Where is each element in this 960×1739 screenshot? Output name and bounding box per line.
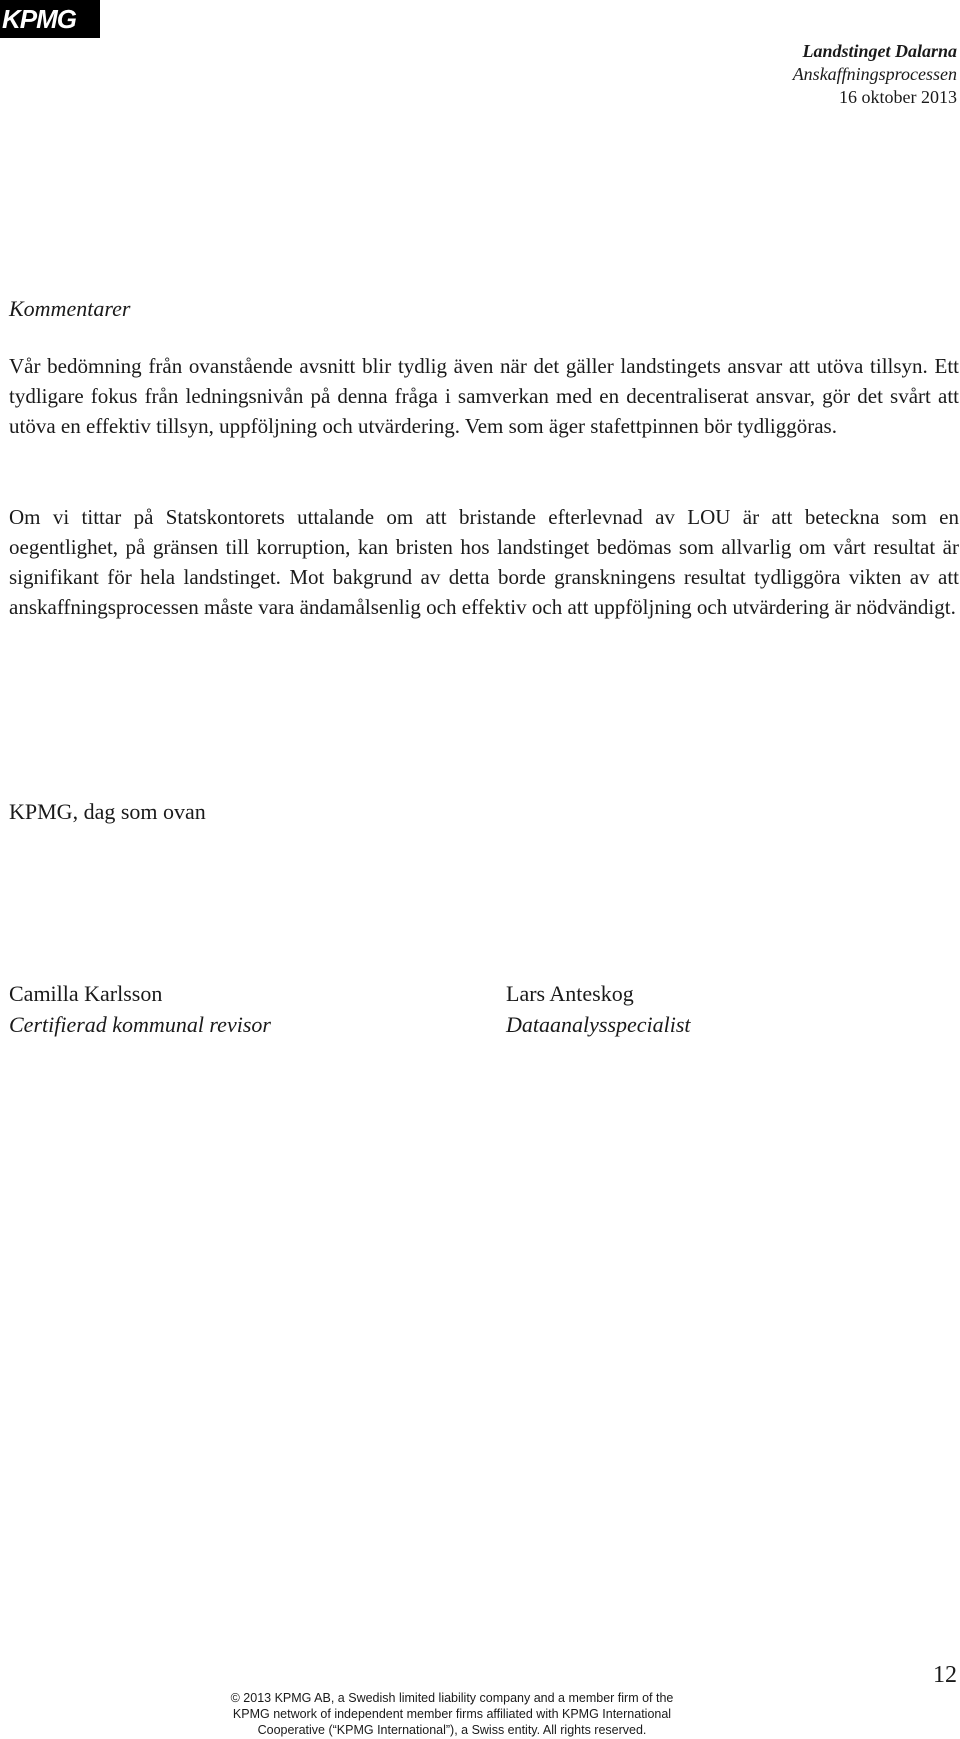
signature-intro: KPMG, dag som ovan	[9, 799, 206, 824]
document-header	[793, 40, 957, 109]
footer-line: © 2013 KPMG AB, a Swedish limited liability company and a member firm of the	[230, 1691, 674, 1705]
section-heading: Kommentarer	[9, 296, 131, 321]
footer-line: Cooperative (“KPMG International”), a Swiss entity. All rights reserved.	[257, 1723, 647, 1737]
header-project: Anskaffningsprocessen	[792, 64, 957, 84]
paragraph-assessment: Vår bedömning från ovanstående avsnitt blir tydlig även när det gäller landstingets ansvar att utöva tillsyn. Ett tydligare fokus från ledningsnivån på denna fråga i samverkan med en decentraliserat ansvar, gör det svårt att utöva en effektiv tillsyn, uppföljning och utvärdering. Vem som äger stafettpinnen bör tydliggöras.	[9, 354, 959, 438]
signer-title: Certifierad kommunal revisor	[9, 1012, 271, 1037]
kpmg-logo	[0, 0, 100, 38]
header-date: 16 oktober 2013	[839, 87, 957, 107]
signer-name: Lars Anteskog	[506, 981, 634, 1006]
footer-line: KPMG network of independent member firms affiliated with KPMG International	[232, 1707, 672, 1721]
signer-block	[9, 978, 271, 1040]
page-number: 12	[933, 1662, 957, 1688]
signer-name: Camilla Karlsson	[9, 981, 163, 1006]
header-client: Landstinget Dalarna	[802, 41, 957, 61]
logo-text: KPMG	[2, 4, 76, 34]
paragraph-statskontoret: Om vi tittar på Statskontorets uttalande om att bristande efterlevnad av LOU är att beteckna som en oegentlighet, på gränsen till korruption, kan bristen hos landstinget bedömas som allvarlig om vårt resultat är signifikant för hela landstinget. Mot bakgrund av detta borde granskningens resultat tydliggöra vikten av att anskaffningsprocessen måste vara ändamålsenlig och effektiv och att uppföljning och utvärdering är nödvändigt.	[9, 505, 959, 619]
signer-title: Dataanalysspecialist	[506, 1012, 691, 1037]
copyright-footer	[186, 1690, 718, 1738]
signer-block	[506, 978, 691, 1040]
